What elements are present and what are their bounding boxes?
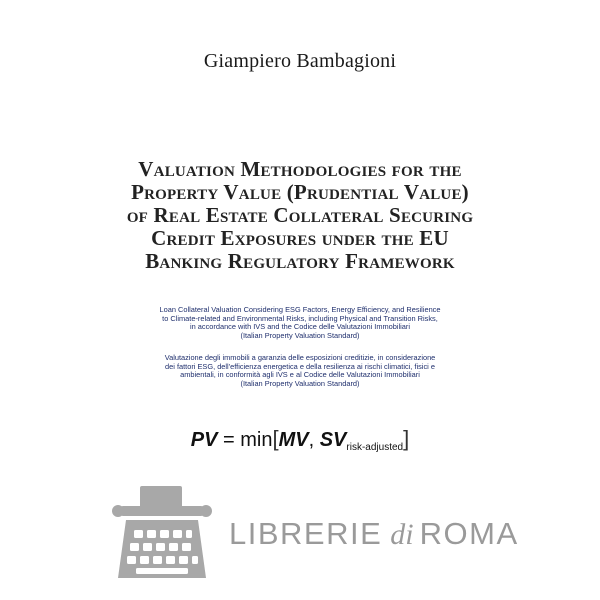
book-title [90,158,510,273]
author-name: Giampiero Bambagioni [203,50,397,72]
title-line: of Real Estate Collateral Securing [126,203,474,227]
subtitle-line: ambientali, in conformità agli IVS e al Codice delle Valutazioni Immobiliari [180,370,420,379]
title-line: Credit Exposures under the EU [151,226,449,250]
title-line: Valuation Methodologies for the [138,157,462,181]
watermark-word-librerie: LIBRERIE [229,516,383,551]
valuation-formula [0,426,600,452]
subtitle-line: Valutazione degli immobili a garanzia delle esposizioni creditizie, in considerazione [164,353,436,362]
formula-subscript: risk-adjusted [346,442,404,453]
formula-pv: PV [190,429,218,451]
subtitle-line: (Italian Property Valuation Standard) [240,330,360,340]
subtitle-line: in accordance with IVS and the Codice delle Valutazioni Immobiliari [189,322,411,331]
formula-sv: SV [319,429,347,451]
title-line: Property Value (Prudential Value) [131,180,469,204]
title-line: Banking Regulatory Framework [145,249,455,273]
typewriter-icon [112,486,212,582]
formula-comma: , [308,429,320,451]
watermark-word-di: di [390,518,414,551]
formula-close-bracket: ] [403,426,410,451]
watermark-word-roma: ROMA [419,516,519,551]
subtitle-line: to Climate-related and Environmental Risks, including Physical and Transition Risks, [162,313,438,323]
watermark-text [229,516,519,552]
formula-mv: MV [278,429,309,451]
librerie-di-roma-watermark [112,486,519,582]
subtitle-english [105,306,495,340]
formula-equals-min: = min [217,429,273,451]
subtitle-line: dei fattori ESG, dell'efficienza energetica e della resilienza ai rischi climatici, fisici e [165,361,435,371]
subtitle-italian [105,354,495,388]
subtitle-line: (Italian Property Valuation Standard) [240,378,360,388]
subtitle-line: Loan Collateral Valuation Considering ESG Factors, Energy Efficiency, and Resilience [159,305,441,314]
formula-open-bracket: [ [272,426,279,451]
